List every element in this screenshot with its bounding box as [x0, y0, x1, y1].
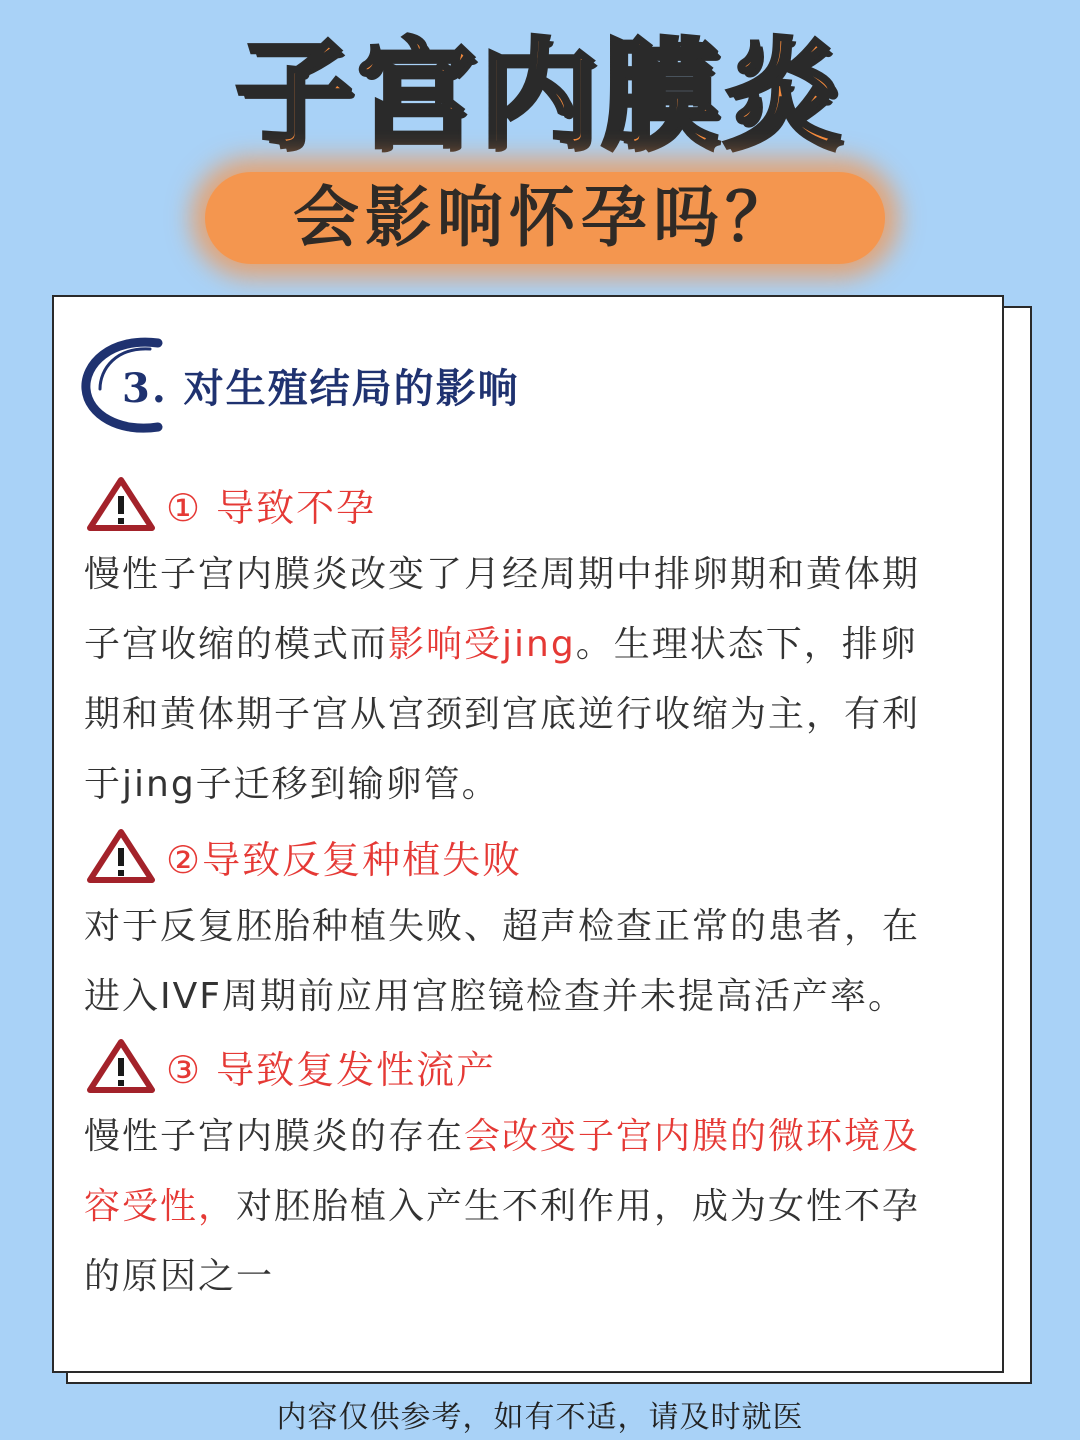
page-subtitle: 会影响怀孕吗？	[293, 179, 797, 256]
item-header-2	[86, 826, 522, 886]
item-title-2: ②导致反复种植失败	[166, 837, 523, 882]
warning-icon	[86, 476, 156, 532]
page-title: 子宫内膜炎	[234, 26, 845, 164]
item-title-1: ① 导致不孕	[166, 485, 377, 530]
footer-disclaimer: 内容仅供参考，如有不适，请及时就医	[276, 1400, 804, 1435]
section-title: 3. 对生殖结局的影响	[122, 365, 520, 412]
warning-icon	[86, 828, 156, 884]
item-text-2: 对于反复胚胎种植失败、超声检查正常的患者，在 进入IVF周期前应用宫腔镜检查并未提高活产率。	[84, 906, 921, 1017]
section-header	[80, 335, 780, 435]
item-title-3: ③ 导致复发性流产	[166, 1047, 497, 1092]
item-header-1	[86, 474, 376, 534]
item-text-3: 慢性子宫内膜炎的存在会改变子宫内膜的微环境及 容受性，对胚胎植入产生不利作用，成为女性不孕 的原因之一	[84, 1116, 921, 1297]
warning-icon	[86, 1038, 156, 1094]
item-text-1: 慢性子宫内膜炎改变了月经周期中排卵期和黄体期 子宫收缩的模式而影响受jing。生理状态下，排卵 期和黄体期子宫从宫颈到宫底逆行收缩为主，有利 于jing子迁移到输卵管。	[84, 554, 921, 805]
item-header-3	[86, 1036, 496, 1096]
